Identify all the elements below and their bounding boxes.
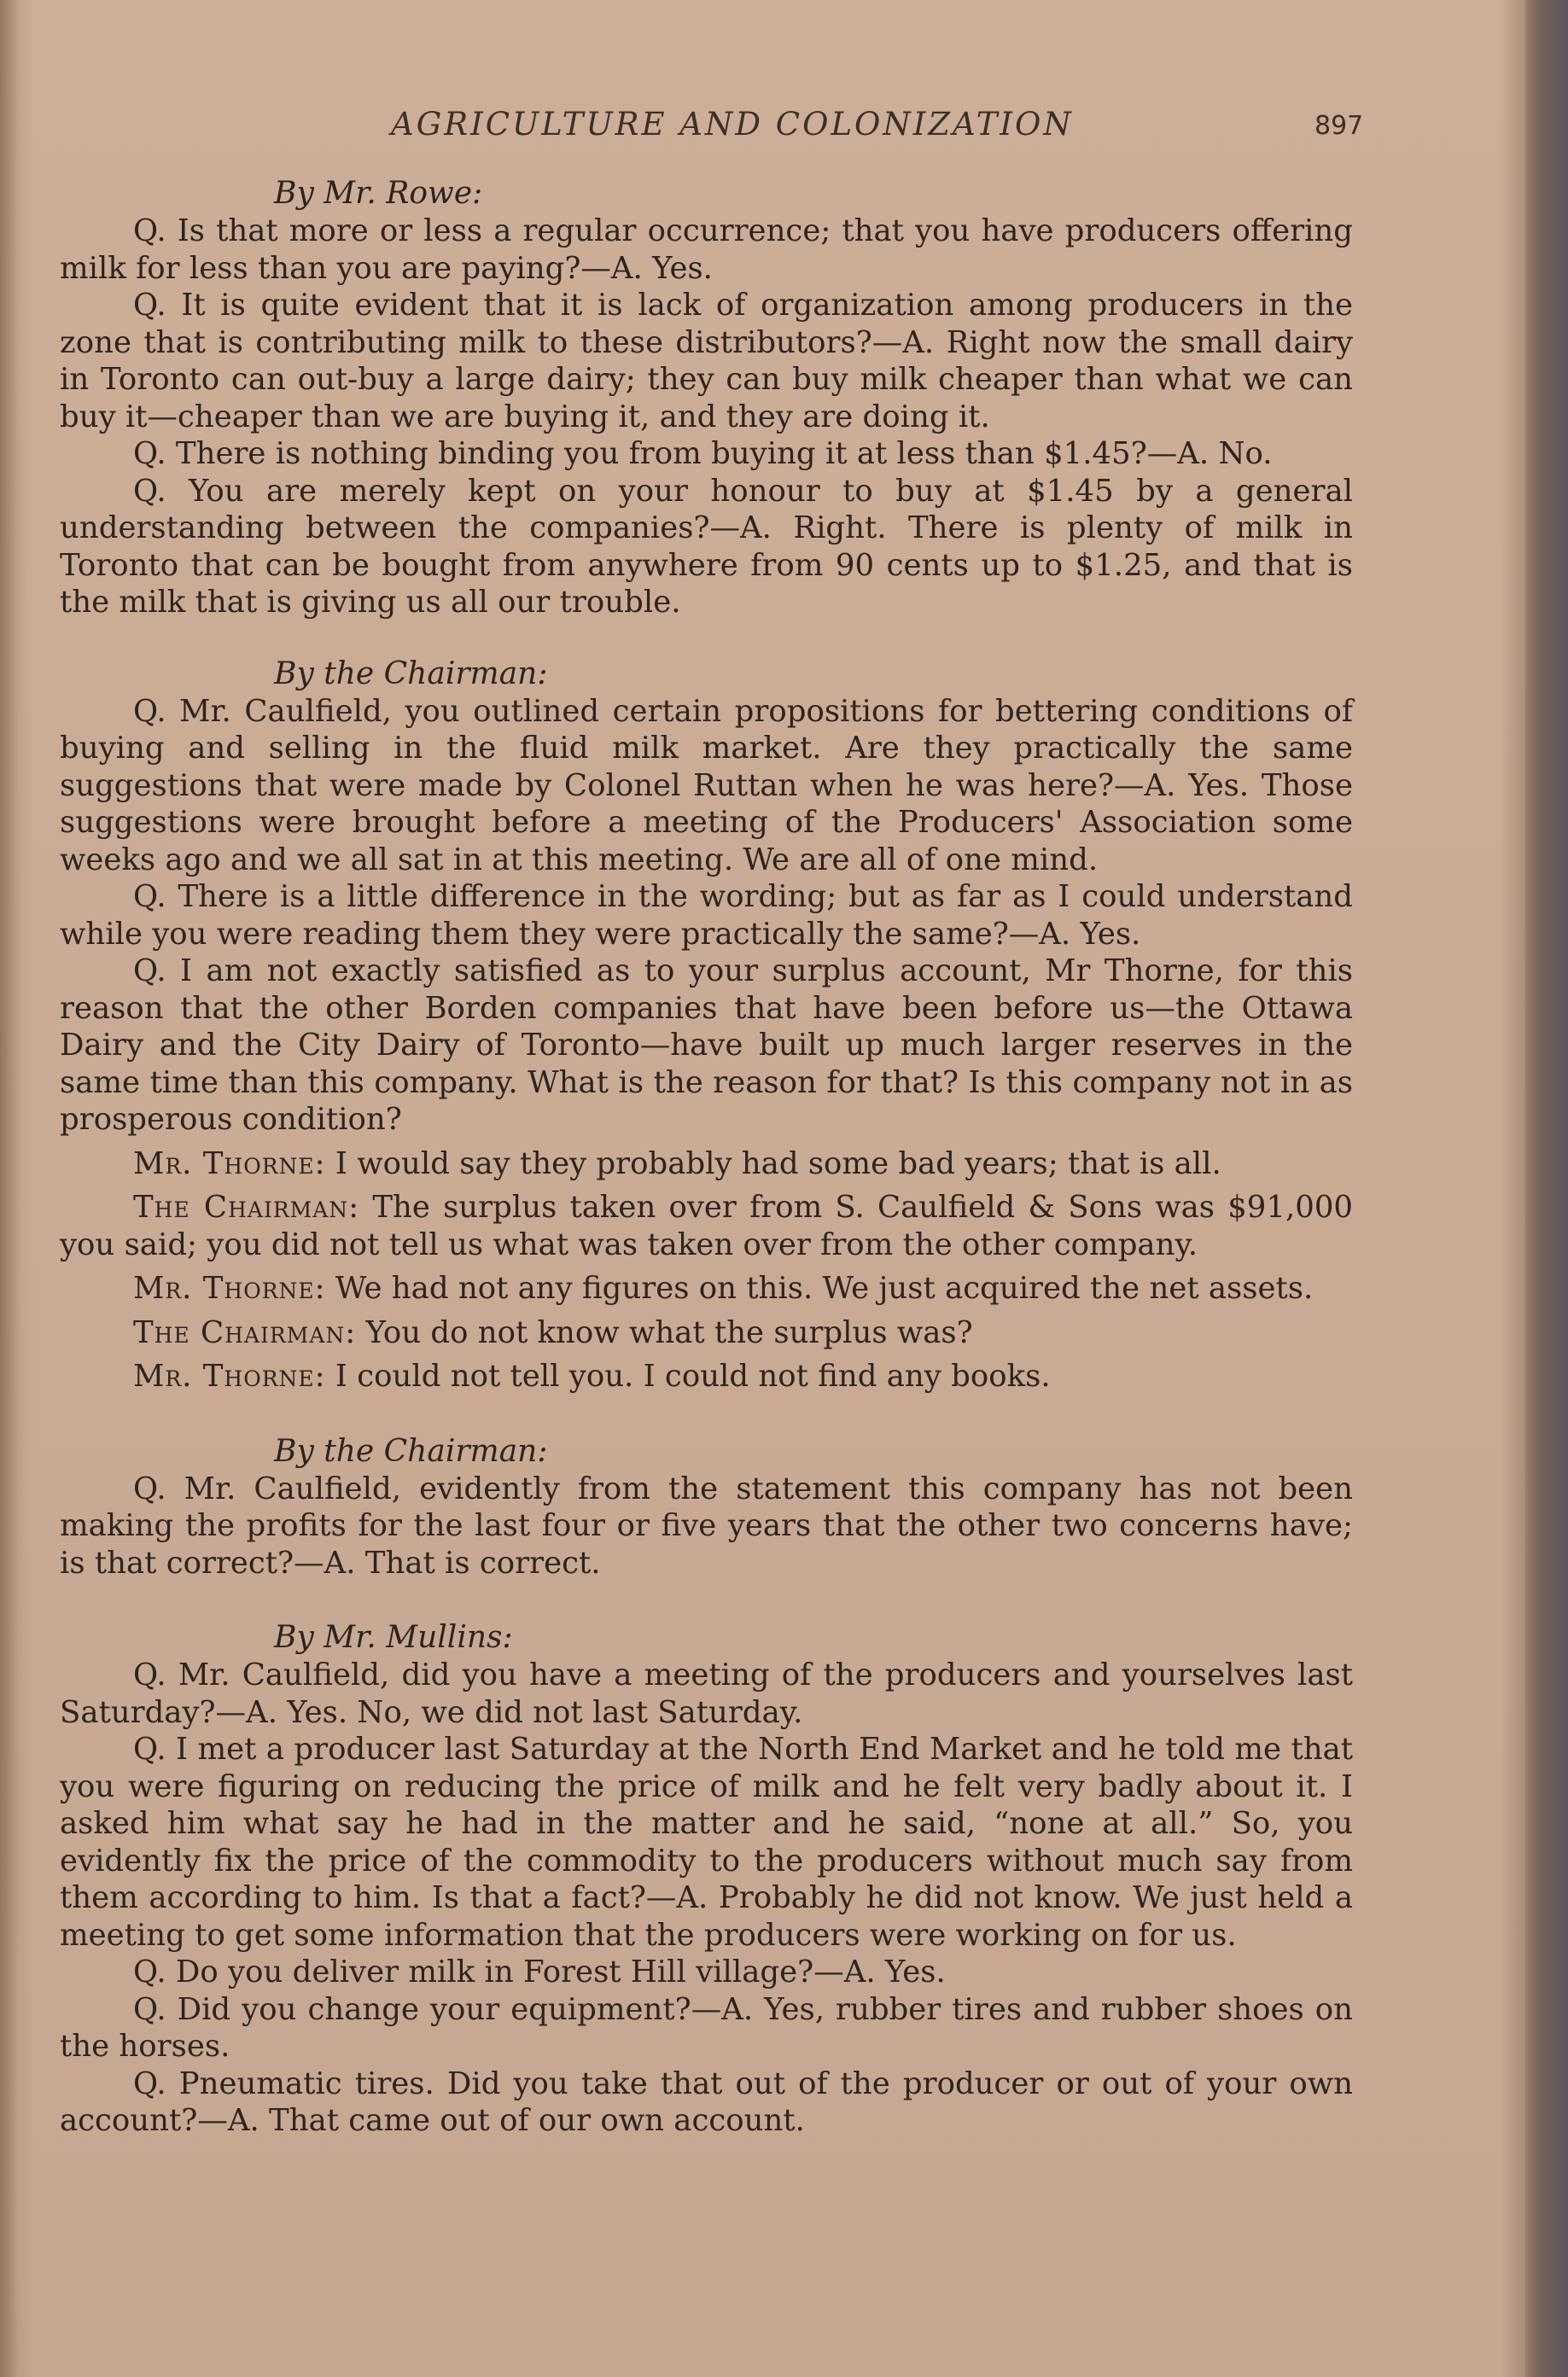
section-byline: By the Chairman: [274, 1433, 548, 1469]
speaker-name: The Chairman: [133, 1190, 360, 1225]
section-spacer [60, 621, 1353, 655]
section-rowe [60, 175, 1353, 621]
section-chairman-1 [60, 655, 1353, 1395]
paragraph: Q. Mr. Caulfield, did you have a meeting of the producers and yourselves last Saturday?—A. Yes. No, we did not last Saturday. [60, 1657, 1353, 1730]
section-spacer [60, 1395, 1353, 1433]
paragraph: Q. Pneumatic tires. Did you take that out of the producer or out of your own account?—A. That came out of our own account. [60, 2065, 1353, 2138]
book-binding-edge [1525, 0, 1568, 2377]
paragraph: Q. Mr. Caulfield, evidently from the statement this company has not been making the profits for the last four or five years that the other two concerns have; is that correct?—A. That is correct. [60, 1471, 1353, 1581]
exchange-paragraph [60, 1270, 1353, 1308]
speaker-text: You do not know what the surplus was? [356, 1314, 973, 1350]
speaker-text: I could not tell you. I could not find any books. [325, 1359, 1051, 1394]
section-mullins [60, 1619, 1353, 2140]
speaker-name: The Chairman: [133, 1314, 357, 1350]
paragraph: Q. There is nothing binding you from buying it at less than $1.45?—A. No. [133, 436, 1273, 471]
paragraph: Q. You are merely kept on your honour to buy at $1.45 by a general understanding between the companies?—A. Right. There is plenty of milk in Toronto that can be bought from anywhere from 90 cents up to $1.25, and that is the milk that is giving us all our trouble. [60, 473, 1353, 620]
section-byline: By Mr. Mullins: [274, 1620, 513, 1655]
section-byline: By Mr. Rowe: [274, 176, 483, 211]
exchange-paragraph [60, 1189, 1353, 1263]
page-header [0, 106, 1568, 149]
paragraph: Q. I am not exactly satisfied as to your surplus account, Mr Thorne, for this reason that the other Borden companies that have been before us—the Ottawa Dairy and the City Dairy of Toronto—have built up much larger reserves in the same time than this company. What is the reason for that? Is this company not in as prosperous condition? [60, 953, 1353, 1137]
section-spacer [60, 1582, 1353, 1619]
speaker-name: Mr. Thorne: [133, 1359, 326, 1394]
section-byline: By the Chairman: [274, 655, 548, 691]
paragraph: Q. Mr. Caulfield, you outlined certain propositions for bettering conditions of buying and selling in the fluid milk market. Are they practically the same suggestions that were made by Colonel Ruttan when he was here?—A. Yes. Those suggestions were brought before a meeting of the Producers' Association some weeks ago and we all sat in at this meeting. We are all of one mind. [60, 693, 1353, 877]
speaker-text: The surplus taken over from S. Caulfield & Sons was $91,000 you said; you did not tell us what was taken over from the other company. [60, 1190, 1354, 1262]
speaker-text: I would say they probably had some bad years; that is all. [325, 1145, 1221, 1181]
binding-shadow [1500, 0, 1525, 2377]
paragraph: Q. Is that more or less a regular occurrence; that you have producers offering milk for less than you are paying?—A. Yes. [60, 213, 1353, 286]
paragraph: Q. There is a little difference in the wording; but as far as I could understand while you were reading them they were practically the same?—A. Yes. [60, 879, 1353, 952]
speaker-text: We had not any figures on this. We just acquired the net assets. [325, 1271, 1314, 1306]
exchange-paragraph [60, 1145, 1353, 1183]
paragraph: Q. Do you deliver milk in Forest Hill village?—A. Yes. [133, 1955, 946, 1990]
paragraph: Q. Did you change your equipment?—A. Yes, rubber tires and rubber shoes on the horses. [60, 1991, 1353, 2064]
page-gutter-shadow [0, 0, 19, 2377]
exchange-paragraph [60, 1358, 1353, 1395]
page-body [60, 175, 1353, 2140]
exchange-paragraph [60, 1314, 1353, 1352]
paragraph: Q. It is quite evident that it is lack of organization among producers in the zone that is contributing milk to these distributors?—A. Right now the small dairy in Toronto can out-buy a large dairy; they can buy milk cheaper than what we can buy it—cheaper than we are buying it, and they are doing it. [60, 288, 1353, 434]
paragraph: Q. I met a producer last Saturday at the North End Market and he told me that you were figuring on reducing the price of milk and he felt very badly about it. I asked him what say he had in the matter and he said, “none at all.” So, you evidently fix the price of the commodity to the producers without much say from them according to him. Is that a fact?—A. Probably he did not know. We just held a meeting to get some information that the producers were working on for us. [60, 1732, 1353, 1953]
page-number: 897 [1314, 111, 1364, 141]
speaker-name: Mr. Thorne: [133, 1145, 326, 1181]
running-head: AGRICULTURE AND COLONIZATION [391, 106, 1074, 143]
section-chairman-2 [60, 1433, 1353, 1582]
speaker-name: Mr. Thorne: [133, 1271, 326, 1306]
